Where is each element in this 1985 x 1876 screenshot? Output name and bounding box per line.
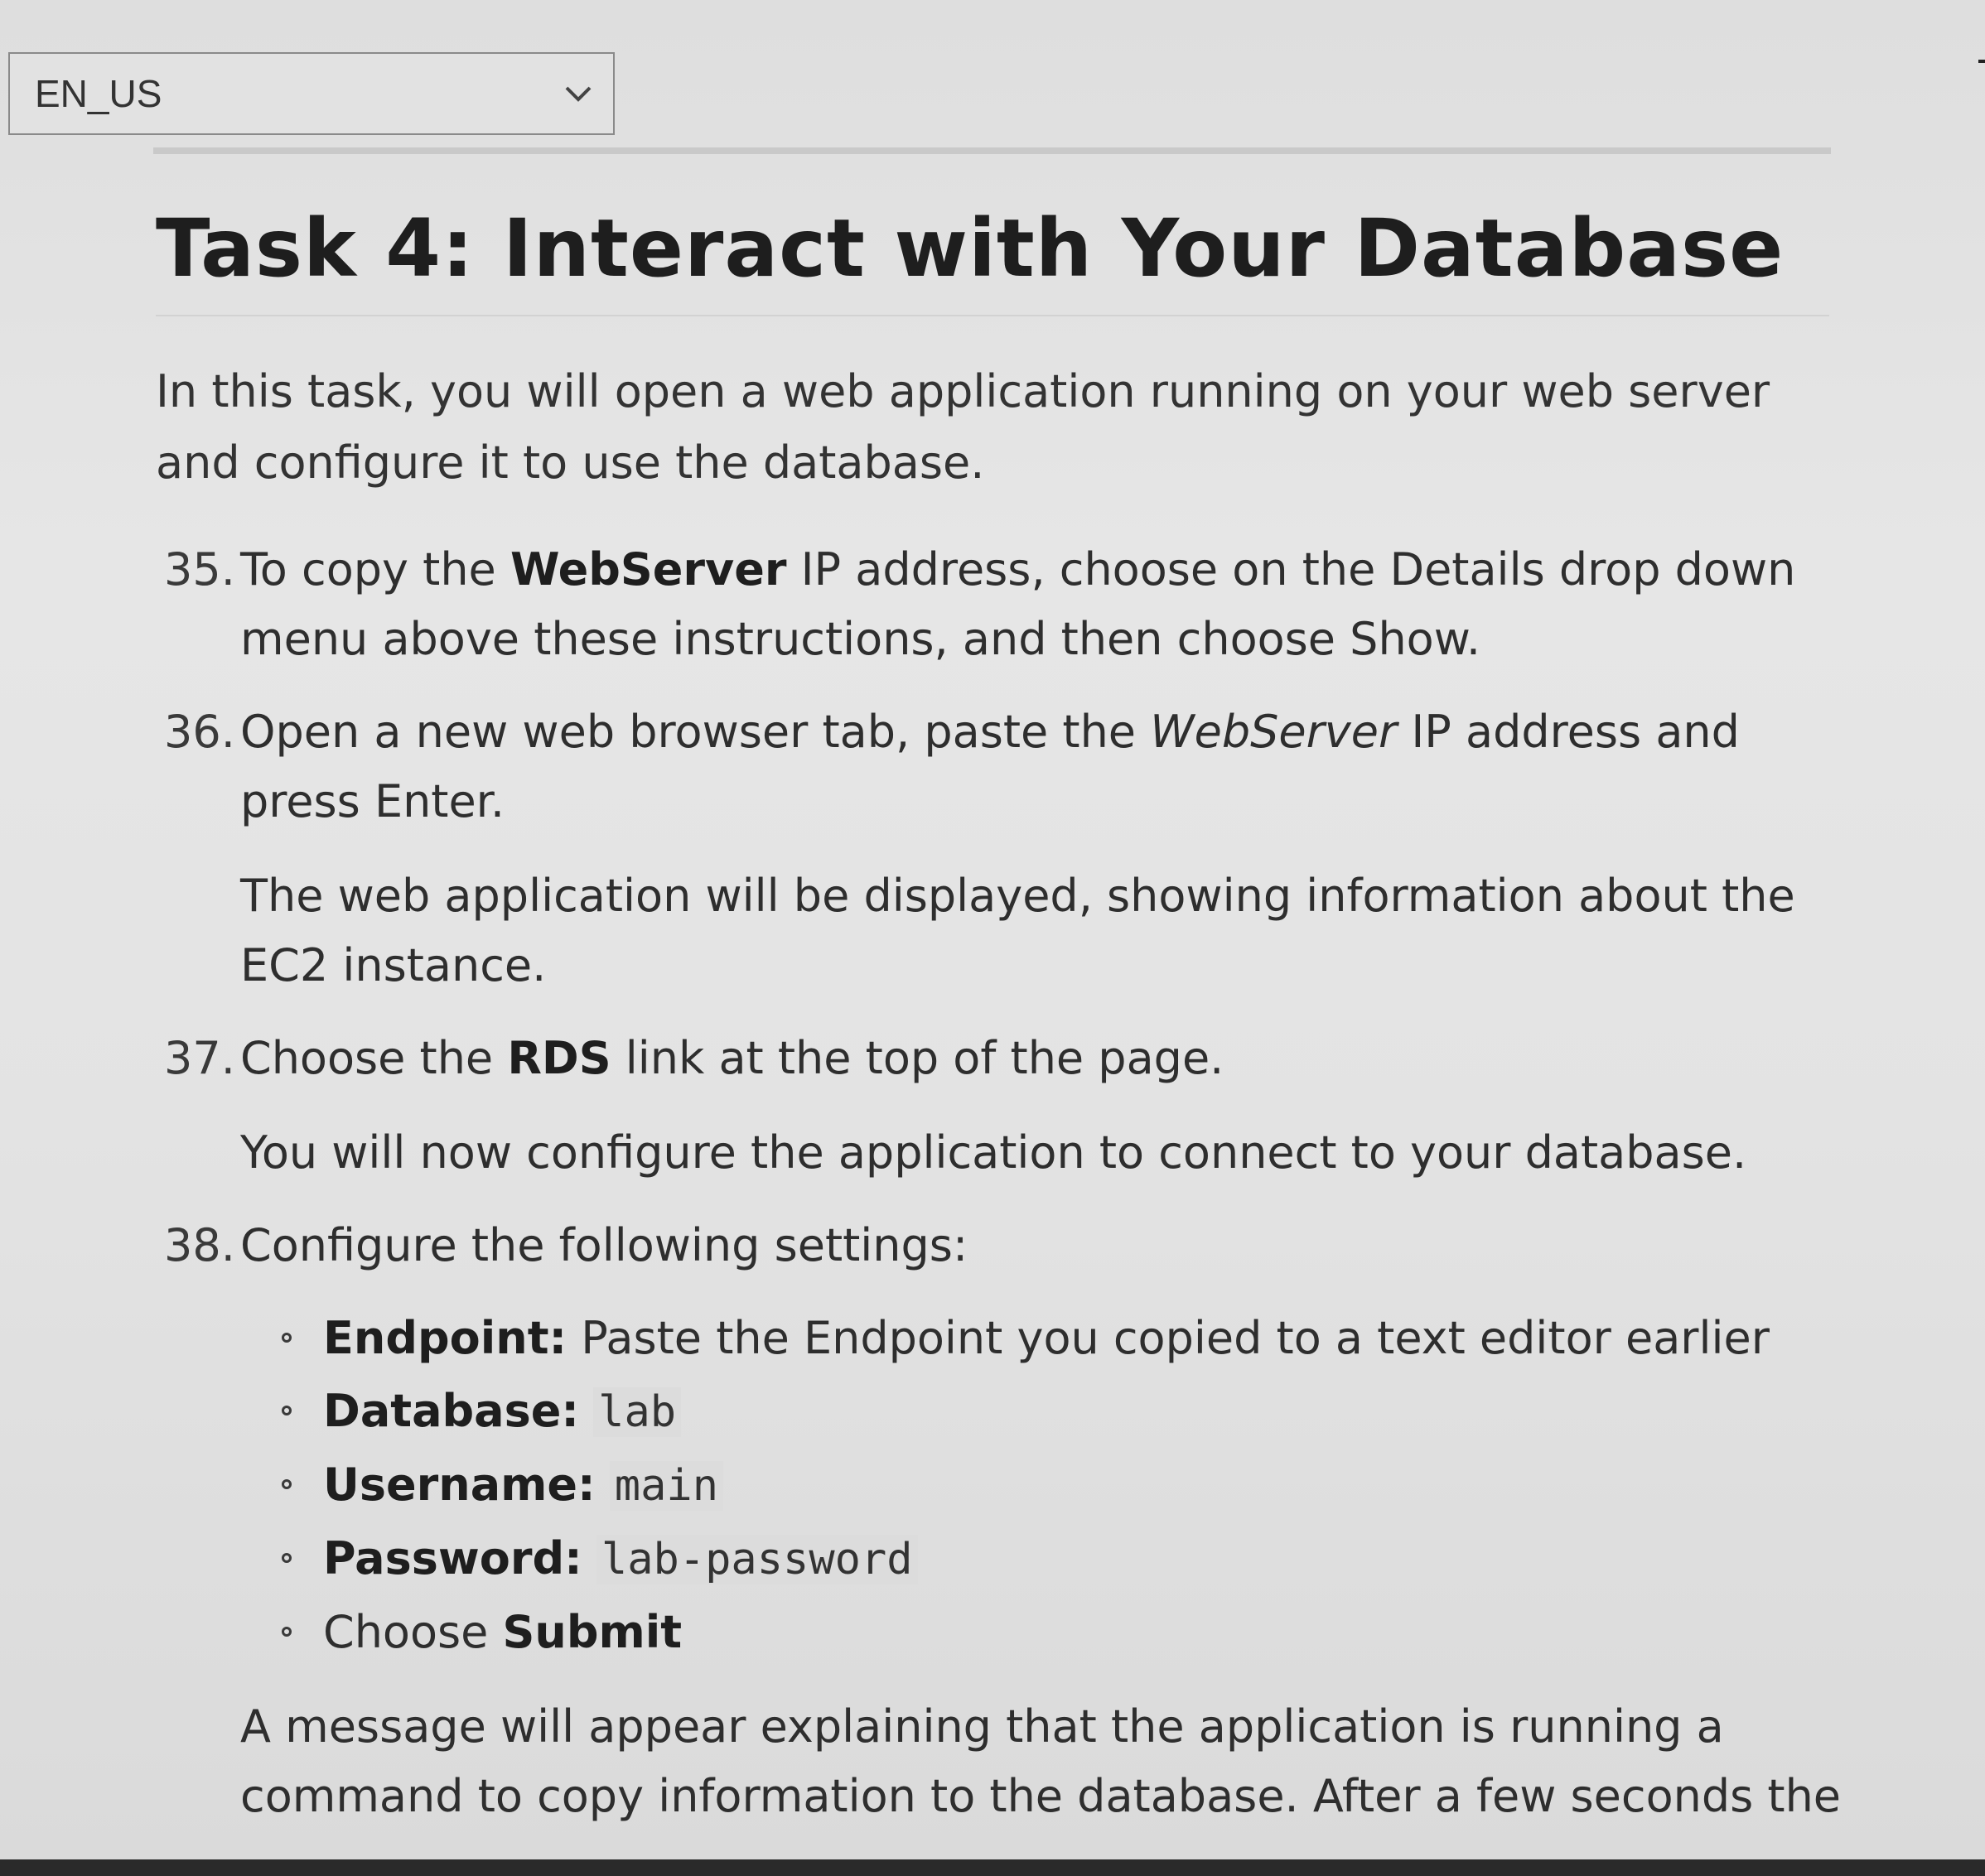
settings-list	[240, 1302, 1846, 1669]
title-divider	[156, 315, 1829, 316]
setting-label: Database:	[323, 1385, 579, 1437]
step-note: A message will appear explaining that the application is running a command to copy information to the database. After a few seconds the	[240, 1700, 1842, 1822]
bullet-icon	[282, 1479, 292, 1489]
bottom-edge	[0, 1859, 1985, 1876]
step-text: link at the top of the page.	[611, 1032, 1224, 1084]
top-divider	[153, 147, 1831, 154]
step-35	[156, 535, 1846, 674]
submit-label: Submit	[502, 1606, 683, 1658]
setting-database	[240, 1375, 1846, 1449]
bullet-icon	[282, 1627, 292, 1637]
task-intro: In this task, you will open a web application running on your web server and configure it to use the database.	[156, 365, 1770, 489]
webserver-label: WebServer	[510, 543, 787, 596]
step-number: 35.	[164, 543, 235, 596]
step-text: To copy the	[240, 543, 510, 596]
setting-label: Endpoint:	[323, 1312, 567, 1364]
setting-endpoint	[240, 1302, 1846, 1375]
setting-label: Password:	[323, 1532, 582, 1584]
bullet-icon	[282, 1406, 292, 1415]
edge-mark	[1978, 60, 1985, 63]
webserver-italic-label: WebServer	[1150, 706, 1398, 758]
step-37	[156, 1024, 1846, 1188]
step-text: IP address and press Enter.	[240, 706, 1740, 827]
language-select-value: EN_US	[35, 72, 162, 115]
setting-password	[240, 1522, 1846, 1596]
instructions-content	[156, 190, 1846, 1854]
step-text: Configure the following settings:	[240, 1219, 968, 1271]
step-text: IP address, choose on the Details drop down menu above these instructions, and then choose Show.	[240, 543, 1796, 665]
setting-code: main	[610, 1461, 723, 1511]
language-select[interactable]	[8, 52, 615, 135]
setting-code: lab-password	[596, 1535, 918, 1584]
setting-username	[240, 1449, 1846, 1522]
bullet-icon	[282, 1333, 292, 1343]
step-number: 36.	[164, 706, 235, 758]
chevron-down-icon	[562, 77, 595, 110]
step-38	[156, 1211, 1846, 1831]
step-list	[156, 535, 1846, 1831]
step-note: The web application will be displayed, showing information about the EC2 instance.	[240, 870, 1795, 991]
rds-label: RDS	[507, 1032, 611, 1084]
step-number: 38.	[164, 1219, 235, 1271]
setting-code: lab	[593, 1387, 681, 1437]
setting-submit	[240, 1596, 1846, 1669]
step-number: 37.	[164, 1032, 235, 1084]
setting-prefix: Choose	[323, 1606, 503, 1658]
step-text: Choose the	[240, 1032, 508, 1084]
setting-label: Username:	[323, 1459, 596, 1511]
step-text: Open a new web browser tab, paste the	[240, 706, 1151, 758]
bullet-icon	[282, 1553, 292, 1563]
step-36	[156, 697, 1846, 1001]
setting-value: Paste the Endpoint you copied to a text editor earlier	[567, 1312, 1770, 1364]
task-title: Task 4: Interact with Your Database	[156, 202, 1785, 295]
step-note: You will now configure the application to connect to your database.	[240, 1126, 1747, 1179]
